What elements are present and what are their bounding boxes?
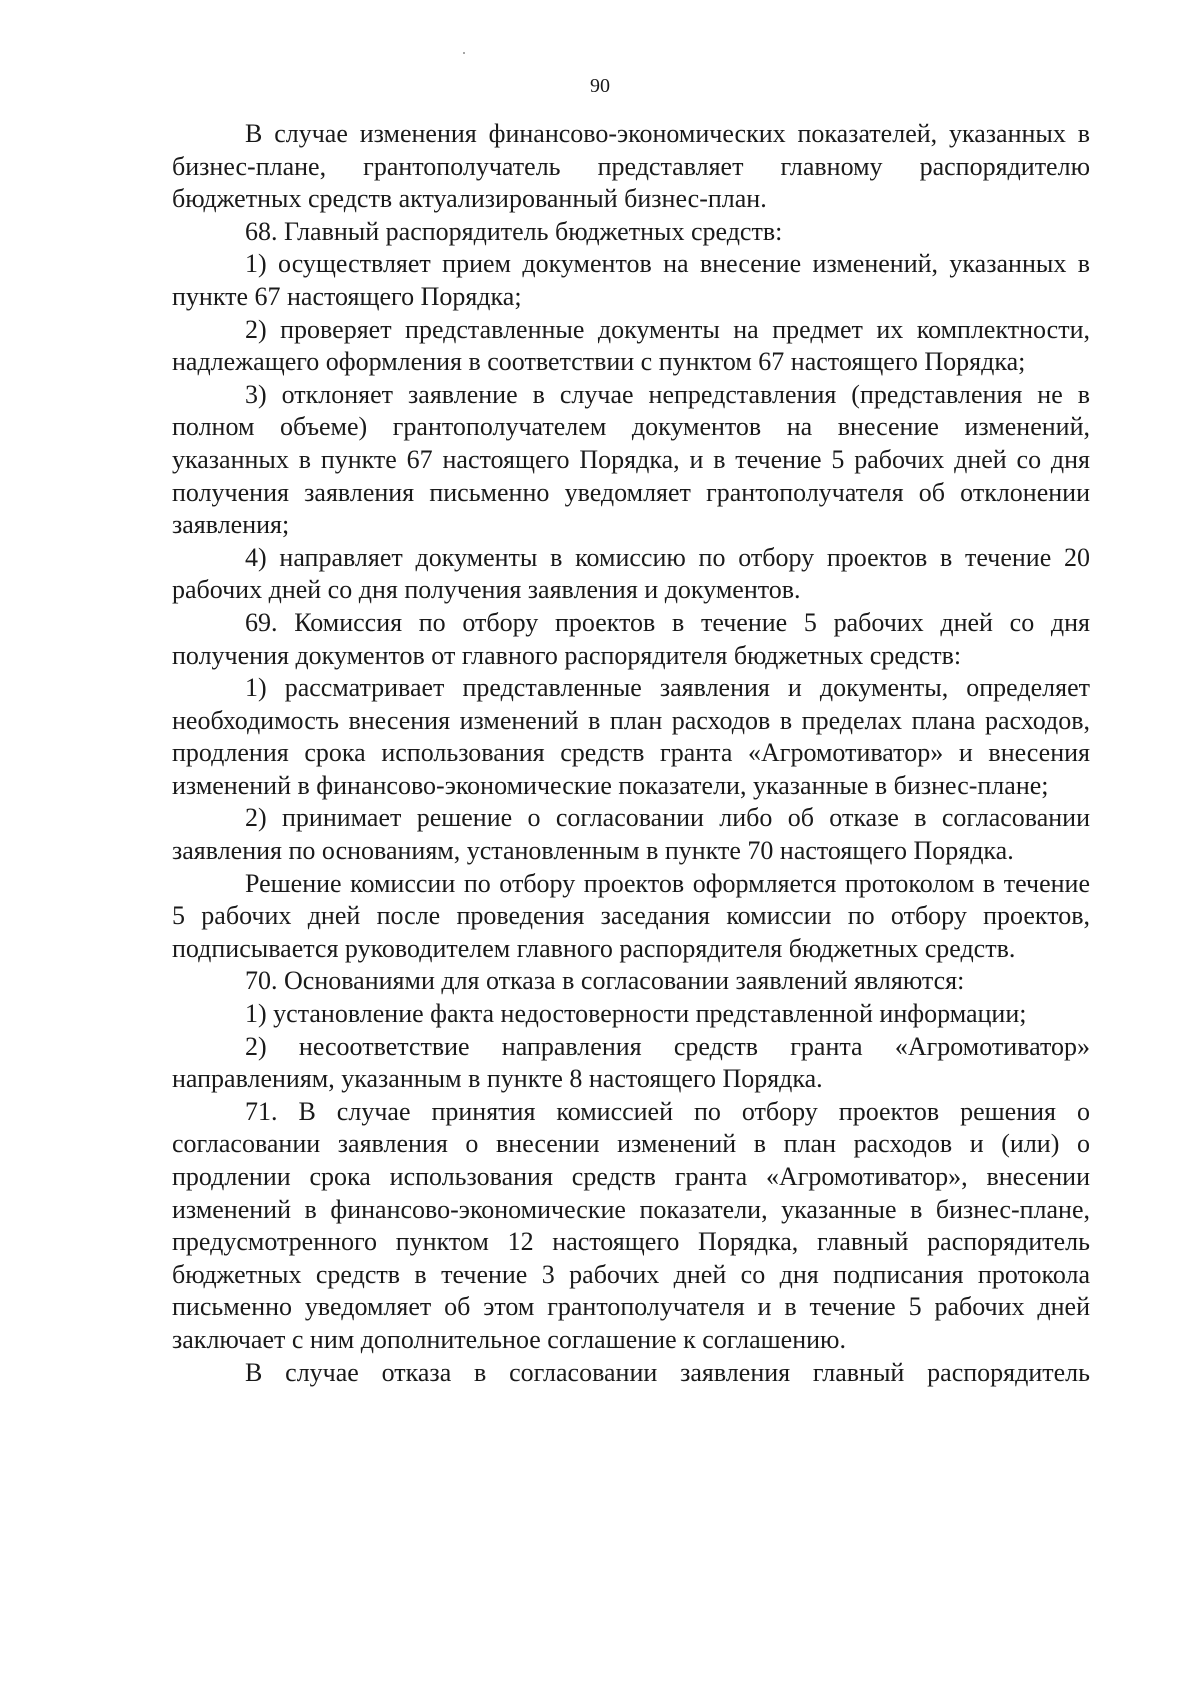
paragraph: 2) принимает решение о согласовании либо об отказе в согласовании заявления по основаниям, установленным в пункте 70 настоящего Порядка. xyxy=(172,803,1090,866)
paragraph: 2) проверяет представленные документы на предмет их комплектности, надлежащего оформления в соответствии с пунктом 67 настоящего Порядка; xyxy=(172,314,1090,377)
paragraph: 4) направляет документы в комиссию по отбору проектов в течение 20 рабочих дней со дня получения заявления и документов. xyxy=(172,542,1090,605)
document-body xyxy=(172,118,1090,1389)
paragraph: 71. В случае принятия комиссией по отбору проектов решения о согласовании заявления о внесении изменений в план расходов и (или) о продлении срока использования средств гранта «Агромотиватор», внесении изменений в финансово-экономические показатели, указанные в бизнес-плане, предусмотренного пунктом 12 настоящего Порядка, главный распорядитель бюджетных средств в течение 3 рабочих дней со дня подписания протокола письменно уведомляет об этом грантополучателя и в течение 5 рабочих дней заключает с ним дополнительное соглашение к соглашению. xyxy=(172,1096,1090,1354)
page-number: 90 xyxy=(590,75,610,97)
paragraph: 68. Главный распорядитель бюджетных средств: xyxy=(245,216,783,246)
paragraph: 70. Основаниями для отказа в согласовании заявлений являются: xyxy=(245,966,965,996)
paragraph: 1) осуществляет прием документов на внесение изменений, указанных в пункте 67 настоящего Порядка; xyxy=(172,249,1090,311)
paragraph: 2) несоответствие направления средств гранта «Агромотиватор» направлениям, указанным в пункте 8 настоящего Порядка. xyxy=(172,1031,1090,1094)
paragraph: 1) рассматривает представленные заявления и документы, определяет необходимость внесения изменений в план расходов в пределах плана расходов, продления срока использования средств гранта «Агромотиватор» и внесения изменений в финансово-экономические показатели, указанные в бизнес-плане; xyxy=(172,673,1090,800)
paragraph: 69. Комиссия по отбору проектов в течение 5 рабочих дней со дня получения документов от главного распорядителя бюджетных средств: xyxy=(172,607,1090,670)
paragraph: 1) установление факта недостоверности представленной информации; xyxy=(245,999,1027,1029)
scan-speck xyxy=(463,52,465,54)
paragraph: 3) отклоняет заявление в случае непредставления (представления не в полном объеме) грантополучателем документов на внесение изменений, указанных в пункте 67 настоящего Порядка, и в течение 5 рабочих дней со дня получения заявления письменно уведомляет грантополучателя об отклонении заявления; xyxy=(172,379,1090,540)
paragraph: Решение комиссии по отбору проектов оформляется протоколом в течение 5 рабочих дней после проведения заседания комиссии по отбору проектов, подписывается руководителем главного распорядителя бюджетных средств. xyxy=(172,868,1090,963)
paragraph: В случае изменения финансово-экономических показателей, указанных в бизнес-плане, грантополучатель представляет главному распорядителю бюджетных средств актуализированный бизнес-план. xyxy=(172,119,1090,214)
paragraph: В случае отказа в согласовании заявления главный распорядитель xyxy=(245,1357,1090,1387)
